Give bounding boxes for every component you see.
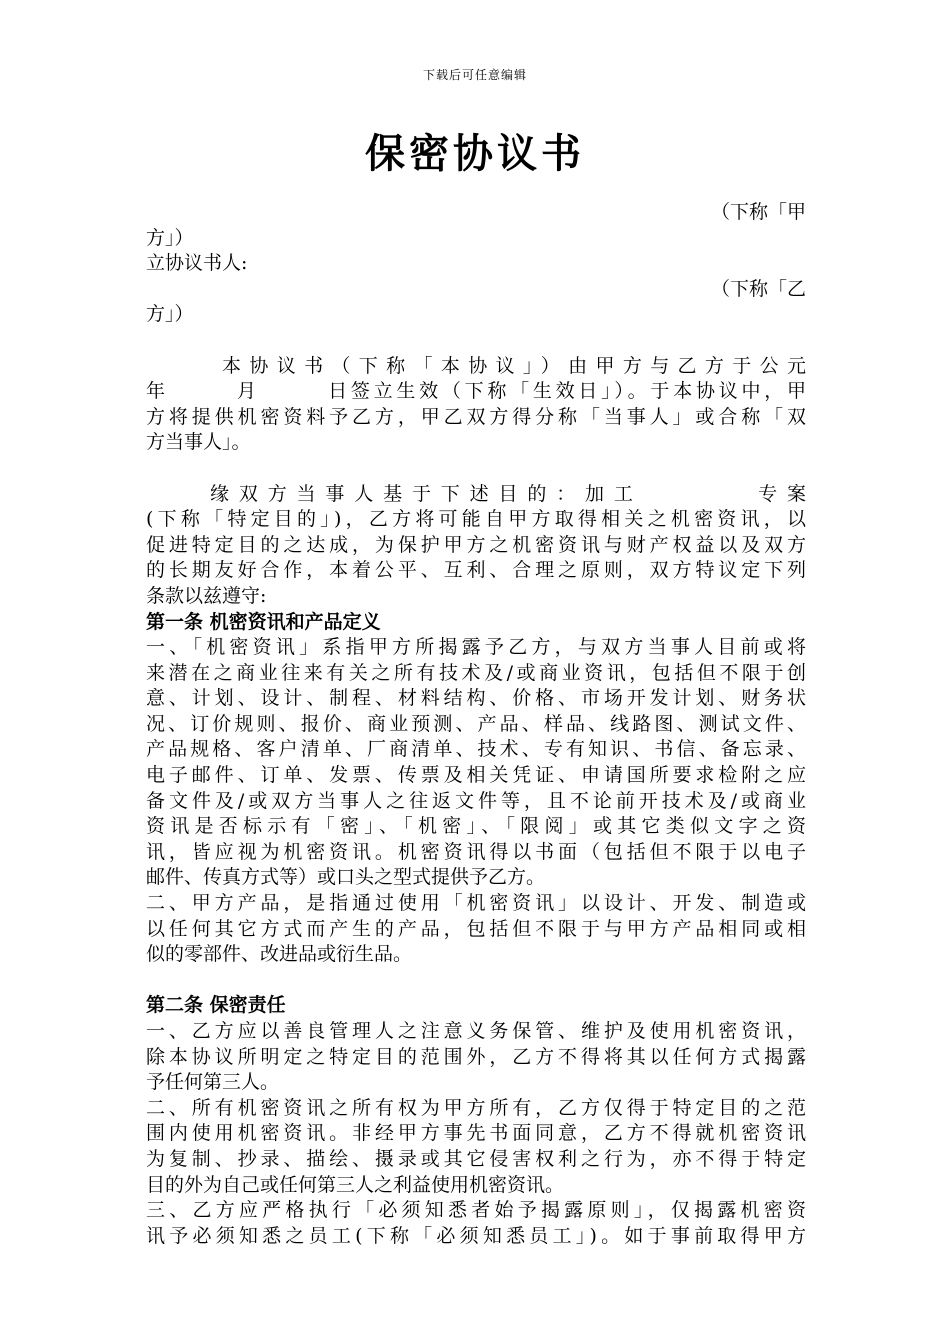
article-2-line: 为复制、抄录、描绘、摄录或其它侵害权利之行为，亦不得于特定 [146, 1147, 806, 1170]
article-2-line: 三、乙方应严格执行「必须知悉者始予揭露原则」，仅揭露机密资 [146, 1199, 806, 1222]
article-2-line: 予任何第三人。 [146, 1071, 280, 1094]
party-b-end: 方」） [146, 303, 194, 326]
article-1-line: 况、订价规则、报价、商业预测、产品、样品、线路图、测试文件、 [146, 712, 806, 735]
article-1-line: 备文件及/或双方当事人之往返文件等，且不论前开技术及/或商业 [146, 789, 806, 812]
article-2-line: 除本协议所明定之特定目的范围外，乙方不得将其以任何方式揭露 [146, 1045, 806, 1068]
intro-line: 方将提供机密资料予乙方，甲乙双方得分称「当事人」或合称「双 [146, 405, 806, 428]
article-2-heading: 第二条 保密责任 [146, 994, 286, 1017]
article-2-line: 二、所有机密资讯之所有权为甲方所有，乙方仅得于特定目的之范 [146, 1096, 806, 1119]
article-1-heading: 第一条 机密资讯和产品定义 [146, 610, 381, 633]
article-1-line: 电子邮件、订单、发票、传票及相关凭证、申请国所要求检附之应 [146, 764, 806, 787]
article-1-line: 二、甲方产品，是指通过使用「机密资讯」以设计、开发、制造或 [146, 892, 806, 915]
article-1-line: 讯，皆应视为机密资讯。机密资讯得以书面（包括但不限于以电子 [146, 840, 806, 863]
article-1-line: 似的零部件、改进品或衍生品。 [146, 943, 413, 966]
page-header: 下载后可任意编辑 [422, 68, 527, 82]
purpose-line: (下称「特定目的」)，乙方将可能自甲方取得相关之机密资讯，以 [146, 508, 806, 531]
party-a-end: 方」） [146, 226, 194, 249]
article-1-line: 产品规格、客户清单、厂商清单、技术、专有知识、书信、备忘录、 [146, 738, 806, 761]
article-1-line: 资讯是否标示有「密」、「机密」、「限阅」或其它类似文字之资 [146, 815, 806, 838]
article-2-line: 讯予必须知悉之员工(下称「必须知悉员工」)。如于事前取得甲方 [146, 1224, 806, 1247]
purpose-line: 缘双方当事人基于下述目的：加工 专案 [210, 482, 806, 505]
article-1-line: 来潜在之商业往来有关之所有技术及/或商业资讯，包括但不限于创 [146, 661, 806, 684]
intro-line: 年 月 日签立生效（下称「生效日」）。于本协议中，甲 [146, 380, 806, 403]
document-title: 保密协议书 [365, 130, 585, 177]
intro-line: 方当事人」。 [146, 431, 251, 454]
article-1-line: 意、计划、设计、制程、材料结构、价格、市场开发计划、财务状 [146, 687, 806, 710]
purpose-line: 的长期友好合作，本着公平、互利、合理之原则，双方特议定下列 [146, 559, 806, 582]
party-b-line: （下称「乙 [710, 277, 806, 300]
article-1-line: 以任何其它方式而产生的产品，包括但不限于与甲方产品相同或相 [146, 917, 806, 940]
purpose-line: 促进特定目的之达成，为保护甲方之机密资讯与财产权益以及双方 [146, 533, 806, 556]
signer-label: 立协议书人: [146, 252, 248, 275]
purpose-line: 条款以兹遵守: [146, 584, 267, 607]
article-2-line: 一、乙方应以善良管理人之注意义务保管、维护及使用机密资讯， [146, 1020, 806, 1042]
party-a-line: （下称「甲 [710, 201, 806, 223]
article-2-line: 目的外为自己或任何第三人之利益使用机密资讯。 [146, 1173, 565, 1196]
article-1-line: 邮件、传真方式等）或口头之型式提供予乙方。 [146, 866, 546, 889]
article-2-line: 围内使用机密资讯。非经甲方事先书面同意，乙方不得就机密资讯 [146, 1122, 806, 1145]
article-1-line: 一、「机密资讯」系指甲方所揭露予乙方，与双方当事人目前或将 [146, 636, 806, 659]
intro-line: 本协议书（下称「本协议」）由甲方与乙方于公元 [222, 354, 806, 377]
document-body [146, 200, 806, 1249]
